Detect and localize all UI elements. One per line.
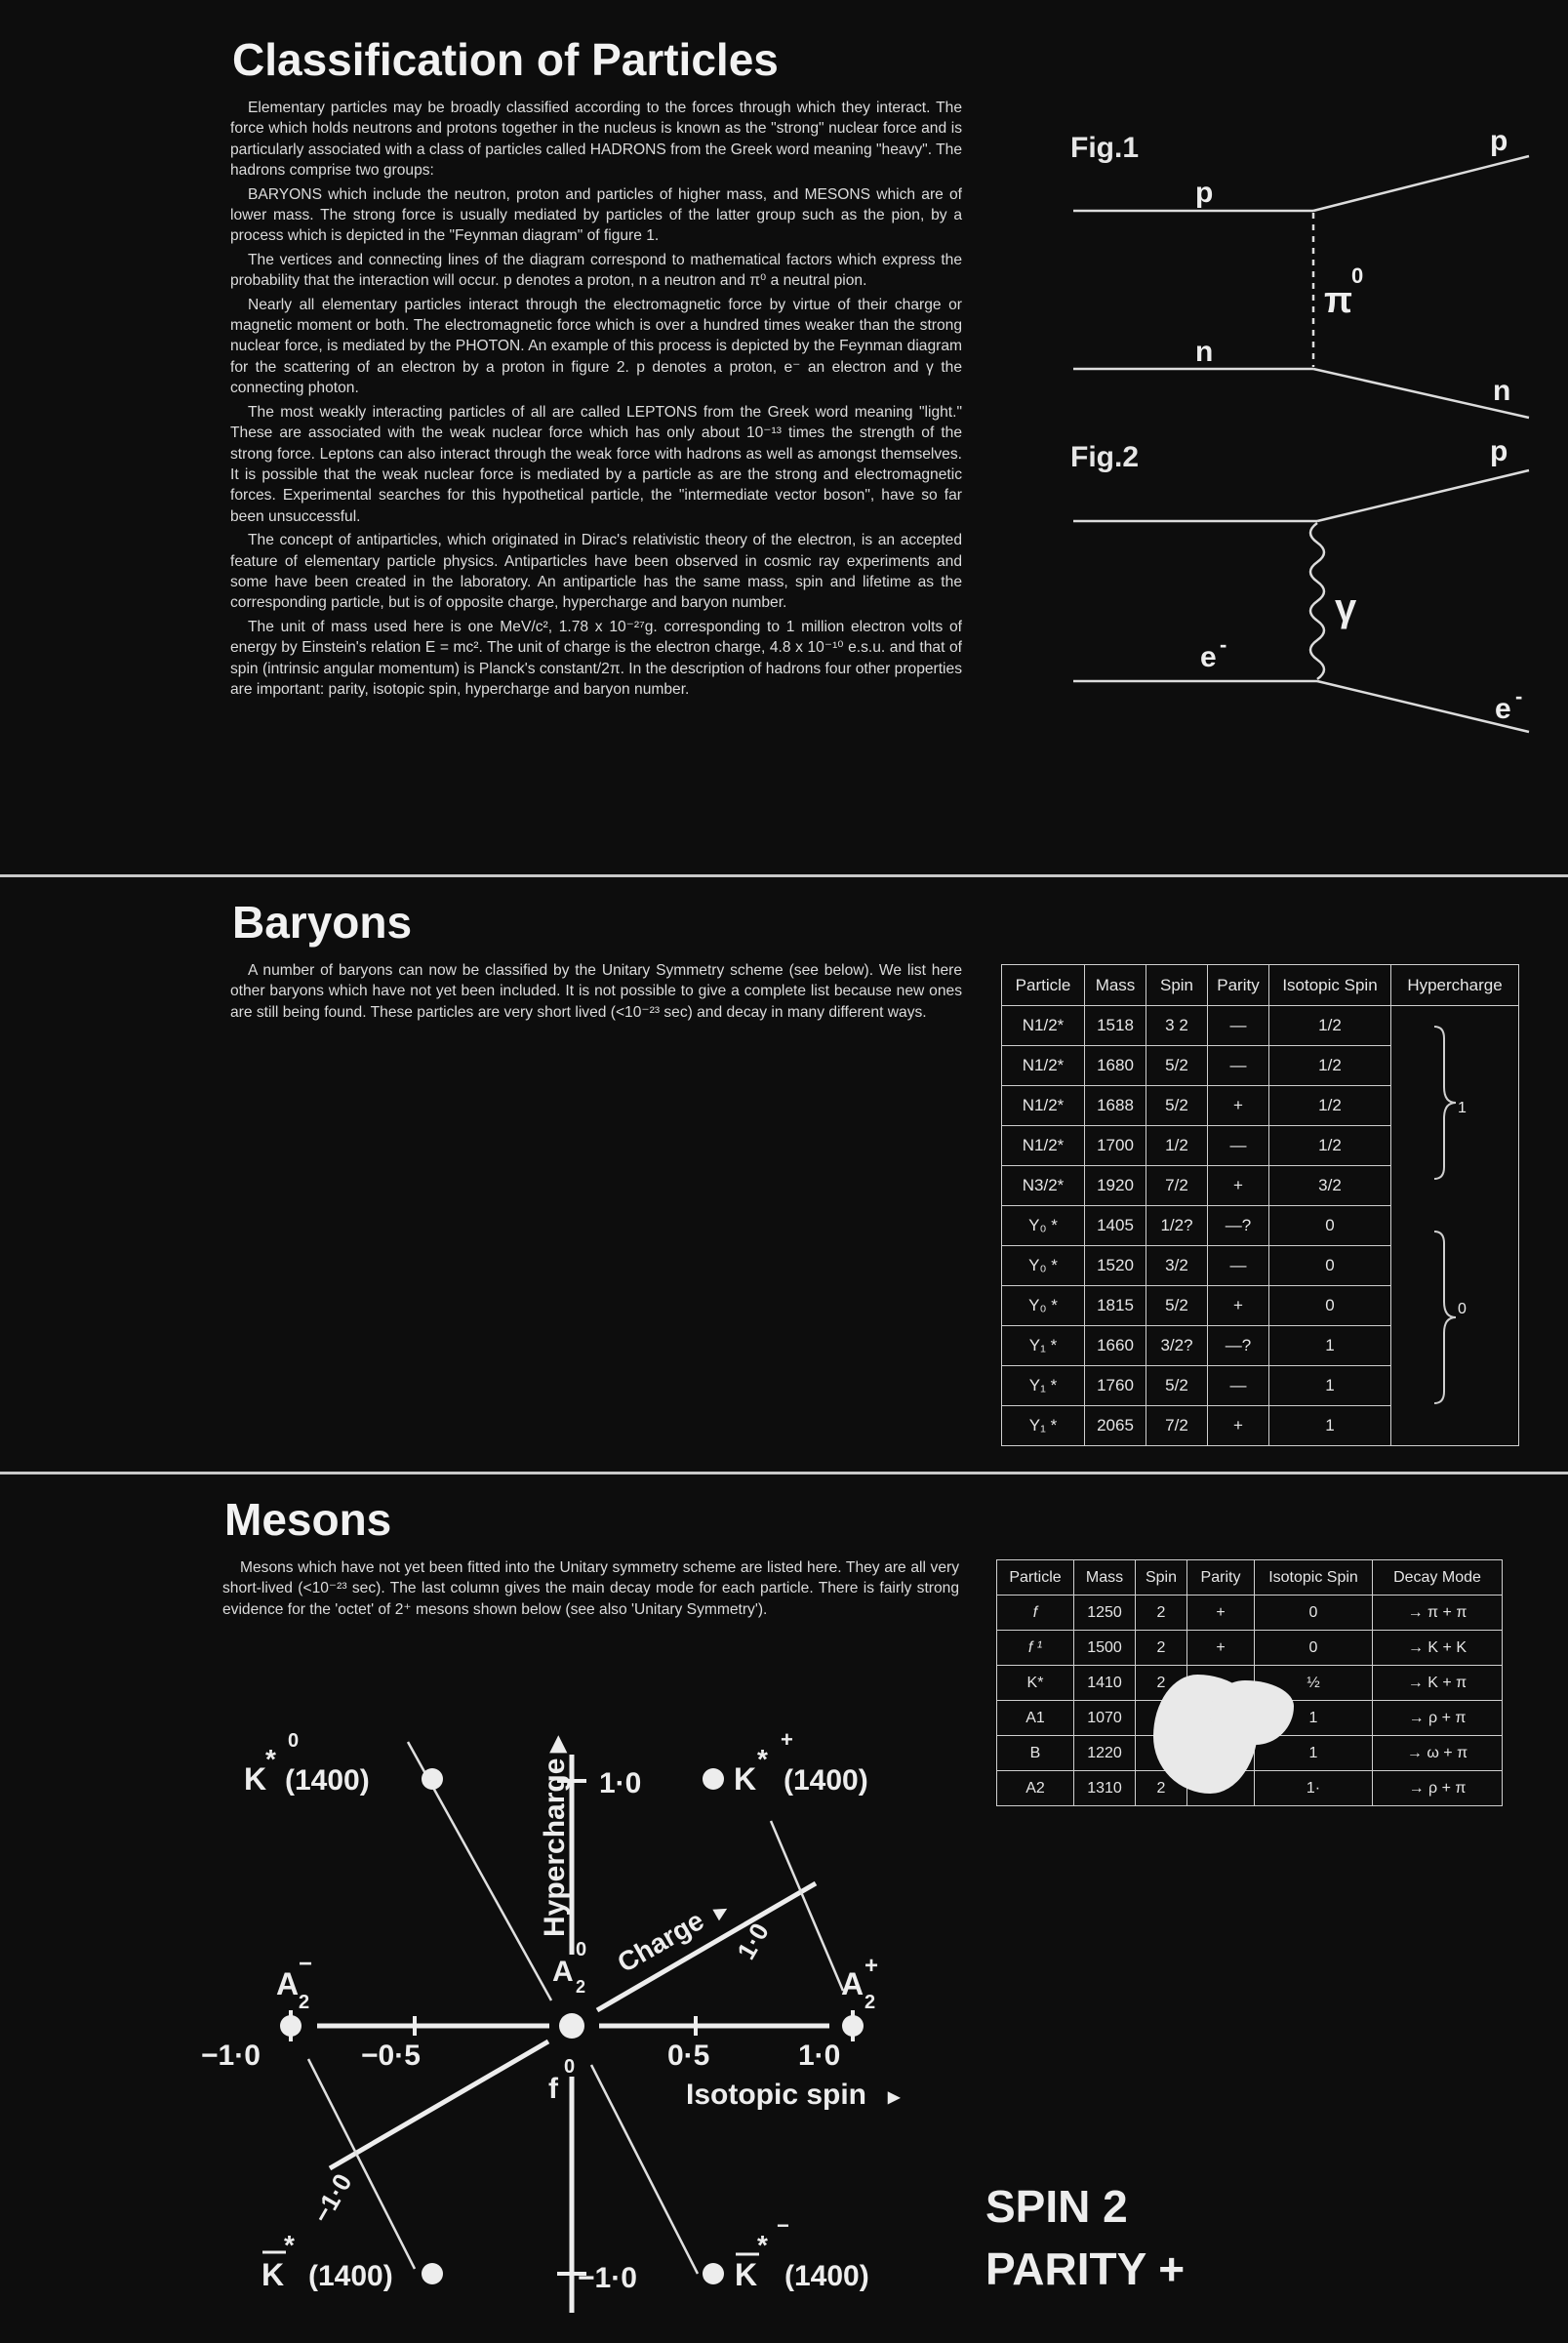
spin-cell: 7/2	[1146, 1406, 1208, 1446]
isotopic-spin-cell: 0	[1255, 1631, 1373, 1666]
isotopic-spin-cell: 0	[1269, 1286, 1391, 1326]
tick-label-iso-pos05: 0·5	[667, 2040, 710, 2072]
tick-label-iso-pos1: 1·0	[798, 2040, 841, 2072]
label-f0: f	[548, 2073, 558, 2105]
classification-paragraph: BARYONS which include the neutron, proton and particles of higher mass, and MESONS which are of lower mass. The strong force is usually mediated by particles of the latter group such as the pion, by a process which is depicted in the "Feynman diagram" of figure 1.	[230, 185, 962, 245]
parity-cell: +	[1208, 1086, 1269, 1126]
spin-cell: 1/2	[1146, 1126, 1208, 1166]
mass-cell: 1688	[1085, 1086, 1146, 1126]
label-f0-sup: 0	[564, 2056, 576, 2078]
isotopic-spin-cell: 3/2	[1269, 1166, 1391, 1206]
tick-label-hyper-pos: 1·0	[599, 1767, 642, 1799]
isotopic-spin-cell: 1	[1269, 1406, 1391, 1446]
spin-cell: 5/2	[1146, 1086, 1208, 1126]
classification-paragraph: The most weakly interacting particles of all are called LEPTONS from the Greek word meaning "light." These are associated with the weak nuclear force which has only about 10⁻¹³ times the strength of the strong force. Leptons can also interact through the weak force with hadrons as well as amongst themselves. It is possible that the weak nuclear force is mediated by a particle as are the strong and electromagnetic forces. Experimental searches for this hypothetical particle, the "intermediate vector boson", have so far been unsuccessful.	[230, 403, 962, 525]
mass-cell: 1520	[1085, 1246, 1146, 1286]
fig1-label-n-in: n	[1195, 336, 1214, 368]
mesons-title: Mesons	[224, 1494, 392, 1545]
particle-dot-a2-plus	[842, 2015, 864, 2037]
tick-label-iso-neg1: −1·0	[201, 2040, 261, 2072]
spin-cell: 5/2	[1146, 1046, 1208, 1086]
spin-cell: 3/2?	[1146, 1326, 1208, 1366]
spin-cell: 7/2	[1146, 1166, 1208, 1206]
tick-label-charge-neg: −1·0	[306, 2168, 358, 2228]
decay-mode-cell: → K + π	[1373, 1666, 1503, 1701]
classification-paragraph: Nearly all elementary particles interact through the electromagnetic force by virtue of their charge or magnetic moment or both. The electromagnetic force which is over a hundred times weaker than the strong nuclear force, is mediated by the PHOTON. An example of this process is depicted by the Feynman diagram for the scattering of an electron by a proton in figure 2. p denotes a proton, e⁻ an electron and γ the connecting photon.	[230, 296, 962, 397]
baryons-header-isotopic-spin: Isotopic Spin	[1269, 965, 1391, 1006]
classification-title: Classification of Particles	[232, 34, 779, 85]
equal-charge-line	[308, 2059, 415, 2269]
tick-label-iso-neg05: −0·5	[361, 2040, 421, 2072]
particle-dot-kminus	[703, 2263, 724, 2284]
particle-cell: N1/2*	[1002, 1086, 1085, 1126]
fig2-label-e-out: e	[1495, 693, 1511, 725]
particle-cell: Y₁ *	[1002, 1326, 1085, 1366]
mesons-header-spin: Spin	[1136, 1560, 1187, 1596]
parity-cell: —	[1208, 1366, 1269, 1406]
spin-cell: 5/2	[1146, 1366, 1208, 1406]
label-kbar: K	[261, 2257, 285, 2292]
label-k0-sup: 0	[288, 1730, 300, 1752]
spin-cell: 2	[1136, 1666, 1187, 1701]
label-kplus-sup: +	[781, 1727, 793, 1752]
spin-cell: 3 2	[1146, 1006, 1208, 1046]
parity-cell: —	[1208, 1046, 1269, 1086]
label-a2-zero: A	[552, 1956, 574, 1988]
mass-cell: 1410	[1074, 1666, 1136, 1701]
mesons-header-isotopic-spin: Isotopic Spin	[1255, 1560, 1373, 1596]
particle-cell: N1/2*	[1002, 1046, 1085, 1086]
mesons-header-parity: Parity	[1187, 1560, 1255, 1596]
isotopic-spin-cell: 0	[1269, 1246, 1391, 1286]
particle-cell: N1/2*	[1002, 1126, 1085, 1166]
fig1-label-p-out: p	[1490, 125, 1508, 157]
fig2-label-e-out-sup: -	[1515, 684, 1523, 708]
mass-cell: 1920	[1085, 1166, 1146, 1206]
hypercharge-axis-label: Hypercharge	[539, 1757, 571, 1937]
mass-cell: 1518	[1085, 1006, 1146, 1046]
isotopic-spin-cell: 1	[1255, 1701, 1373, 1736]
baryons-header-mass: Mass	[1085, 965, 1146, 1006]
parity-cell: —	[1208, 1006, 1269, 1046]
hypercharge-arrow-icon: ▶	[544, 1736, 569, 1753]
particle-cell: Y₁ *	[1002, 1406, 1085, 1446]
parity-cell: +	[1208, 1406, 1269, 1446]
label-k0-star: *	[265, 1744, 276, 1774]
isotopic-spin-cell: 0	[1255, 1596, 1373, 1631]
label-k0: K	[244, 1761, 267, 1797]
mesons-text: Mesons which have not yet been fitted into the Unitary symmetry scheme are listed here. They are all very short-lived (<10⁻²³ sec). The last column gives the main decay mode for each particle. There is fairly strong evidence for the 'octet' of 2⁺ mesons shown below (see also 'Unitary Symmetry').	[222, 1559, 959, 1618]
classification-paragraph: The concept of antiparticles, which originated in Dirac's relativistic theory of the electron, is an accepted feature of elementary particle physics. Antiparticles have been observed in cosmic ray experiments and some have been created in the laboratory. An antiparticle has the same mass, spin and lifetime as the corresponding particle, but is of opposite charge, hypercharge and baryon number.	[230, 532, 962, 612]
particle-cell: Y₀ *	[1002, 1246, 1085, 1286]
isospin-axis-label: Isotopic spin	[686, 2079, 867, 2111]
isotopic-spin-cell: 1/2	[1269, 1006, 1391, 1046]
parity-cell: +	[1208, 1166, 1269, 1206]
mass-cell: 1700	[1085, 1126, 1146, 1166]
spin-cell: 1/2?	[1146, 1206, 1208, 1246]
decay-mode-cell: → ω + π	[1373, 1736, 1503, 1771]
isotopic-spin-cell: 1/2	[1269, 1126, 1391, 1166]
fig1-label-p-in: p	[1195, 177, 1214, 209]
parity-cell: —?	[1208, 1206, 1269, 1246]
particle-cell: K*	[997, 1666, 1074, 1701]
equal-charge-line	[591, 2065, 698, 2274]
particle-cell: A1	[997, 1701, 1074, 1736]
label-a2-plus: A	[841, 1966, 864, 2001]
parity-cell: —?	[1208, 1326, 1269, 1366]
mesons-header-particle: Particle	[997, 1560, 1074, 1596]
mass-cell: 1500	[1074, 1631, 1136, 1666]
isotopic-spin-cell: 1/2	[1269, 1086, 1391, 1126]
label-a2-plus-sup: +	[864, 1953, 879, 1979]
isotopic-spin-cell: 1	[1255, 1736, 1373, 1771]
particle-dot-kplus	[703, 1768, 724, 1790]
fig1-label-pion-sup: 0	[1351, 263, 1364, 288]
tick-label-hyper-neg: −1·0	[578, 2262, 637, 2294]
mass-cell: 1070	[1074, 1701, 1136, 1736]
classification-paragraph: Elementary particles may be broadly classified according to the forces through which they interact. The force which holds neutrons and protons together in the nucleus is known as the "strong" nuclear force and is particularly associated with a class of particles called HADRONS from the Greek word meaning "heavy". The hadrons comprise two groups:	[230, 100, 962, 180]
particle-dot-center	[559, 2013, 584, 2039]
mass-cell: 1660	[1085, 1326, 1146, 1366]
isotopic-spin-cell: 1·	[1255, 1771, 1373, 1806]
parity-cell: +	[1208, 1286, 1269, 1326]
particle-cell: f	[997, 1596, 1074, 1631]
baryons-text: A number of baryons can now be classified by the Unitary Symmetry scheme (see below). We list here other baryons which have not yet been included. It is not possible to give a complete list because new ones are still being found. These particles are very short lived (<10⁻²³ sec) and decay in many different ways.	[230, 962, 962, 1021]
label-kbar-star: *	[284, 2230, 295, 2260]
isotopic-spin-cell: ½	[1255, 1666, 1373, 1701]
label-kminus-sup: −	[777, 2213, 789, 2238]
label-kminus: K	[735, 2257, 758, 2292]
mesons-header-mass: Mass	[1074, 1560, 1136, 1596]
spin-cell: 5/2	[1146, 1286, 1208, 1326]
spin-cell: 2	[1136, 1596, 1187, 1631]
label-a2-zero-sub: 2	[576, 1977, 586, 1997]
particle-cell: A2	[997, 1771, 1074, 1806]
fig2-label-e-in: e	[1200, 641, 1217, 673]
isotopic-spin-cell: 1	[1269, 1366, 1391, 1406]
spin-cell: 2	[1136, 1771, 1187, 1806]
particle-cell: N3/2*	[1002, 1166, 1085, 1206]
baryons-header-parity: Parity	[1208, 965, 1269, 1006]
fig2-label-p-out: p	[1490, 435, 1508, 467]
fig2-label: Fig.2	[1070, 441, 1140, 473]
particle-dot-kbar	[422, 2263, 443, 2284]
parity-cell: —	[1208, 1126, 1269, 1166]
hypercharge-value-1: 1	[1458, 1100, 1467, 1116]
isotopic-spin-cell: 1	[1269, 1326, 1391, 1366]
label-kbar-mass: (1400)	[308, 2260, 393, 2292]
mesons-header-decay-mode: Decay Mode	[1373, 1560, 1503, 1596]
parity-cell: —	[1208, 1246, 1269, 1286]
mass-cell: 1405	[1085, 1206, 1146, 1246]
isotopic-spin-cell: 1/2	[1269, 1046, 1391, 1086]
mass-cell: 1250	[1074, 1596, 1136, 1631]
hypercharge-value-0: 0	[1458, 1301, 1467, 1317]
classification-paragraph: The vertices and connecting lines of the diagram correspond to mathematical factors which express the probability that the interaction will occur. p denotes a proton, n a neutron and π⁰ a neutral pion.	[230, 251, 962, 290]
label-k0-mass: (1400)	[285, 1764, 370, 1797]
label-a2-minus-sup: −	[299, 1951, 313, 1977]
label-a2-zero-sup: 0	[576, 1939, 587, 1960]
parity-cell: +	[1187, 1596, 1255, 1631]
label-a2-minus: A	[276, 1966, 300, 2001]
label-kminus-mass: (1400)	[784, 2260, 869, 2292]
label-kplus-star: *	[757, 1744, 768, 1774]
charge-arrow-icon: ▶	[711, 1901, 731, 1922]
label-a2-minus-sub: 2	[299, 1992, 310, 2013]
parity-cell: +	[1187, 1631, 1255, 1666]
mass-cell: 1815	[1085, 1286, 1146, 1326]
particle-cell: f ¹	[997, 1631, 1074, 1666]
label-a2-plus-sub: 2	[864, 1992, 876, 2013]
baryons-header-particle: Particle	[1002, 965, 1085, 1006]
tick-label-charge-pos: 1·0	[731, 1918, 775, 1964]
spin-label: SPIN 2	[985, 2181, 1128, 2232]
particle-cell: B	[997, 1736, 1074, 1771]
charge-axis-label: Charge	[612, 1905, 709, 1979]
fig2-label-e-in-sup: -	[1220, 632, 1227, 657]
particle-dot-a2-minus	[280, 2015, 302, 2037]
baryons-header-spin: Spin	[1146, 965, 1208, 1006]
label-kminus-star: *	[757, 2230, 768, 2260]
label-kplus: K	[734, 1761, 757, 1797]
decay-mode-cell: → ρ + π	[1373, 1701, 1503, 1736]
parity-label: PARITY +	[985, 2243, 1186, 2294]
mass-cell: 1680	[1085, 1046, 1146, 1086]
particle-cell: Y₀ *	[1002, 1206, 1085, 1246]
baryons-header-hypercharge: Hypercharge	[1391, 965, 1519, 1006]
mass-cell: 1310	[1074, 1771, 1136, 1806]
fig1-label-n-out: n	[1493, 375, 1511, 407]
fig2-label-photon: γ	[1335, 586, 1357, 629]
particle-cell: N1/2*	[1002, 1006, 1085, 1046]
mass-cell: 1220	[1074, 1736, 1136, 1771]
particle-cell: Y₁ *	[1002, 1366, 1085, 1406]
isotopic-spin-cell: 0	[1269, 1206, 1391, 1246]
mass-cell: 1760	[1085, 1366, 1146, 1406]
particle-cell: Y₀ *	[1002, 1286, 1085, 1326]
decay-mode-cell: → ρ + π	[1373, 1771, 1503, 1806]
spin-cell: 3/2	[1146, 1246, 1208, 1286]
classification-paragraph: The unit of mass used here is one MeV/c², 1.78 x 10⁻²⁷g. corresponding to 1 million electron volts of energy by Einstein's relation E = mc². The unit of charge is the electron charge, 4.8 x 10⁻¹⁰ e.s.u. and that of spin (intrinsic angular momentum) is Planck's constant/2π. In the description of hadrons four other properties are important: parity, isotopic spin, hypercharge and baryon number.	[230, 618, 962, 698]
fig1-label-pion: π	[1324, 280, 1353, 321]
mass-cell: 2065	[1085, 1406, 1146, 1446]
decay-mode-cell: → K + K	[1373, 1631, 1503, 1666]
baryons-title: Baryons	[232, 897, 413, 948]
label-kplus-mass: (1400)	[784, 1764, 868, 1797]
isospin-arrow-icon: ▶	[888, 2089, 901, 2106]
particle-dot-k0	[422, 1768, 443, 1790]
decay-mode-cell: → π + π	[1373, 1596, 1503, 1631]
spin-cell: 2	[1136, 1631, 1187, 1666]
fig1-label: Fig.1	[1070, 132, 1140, 164]
